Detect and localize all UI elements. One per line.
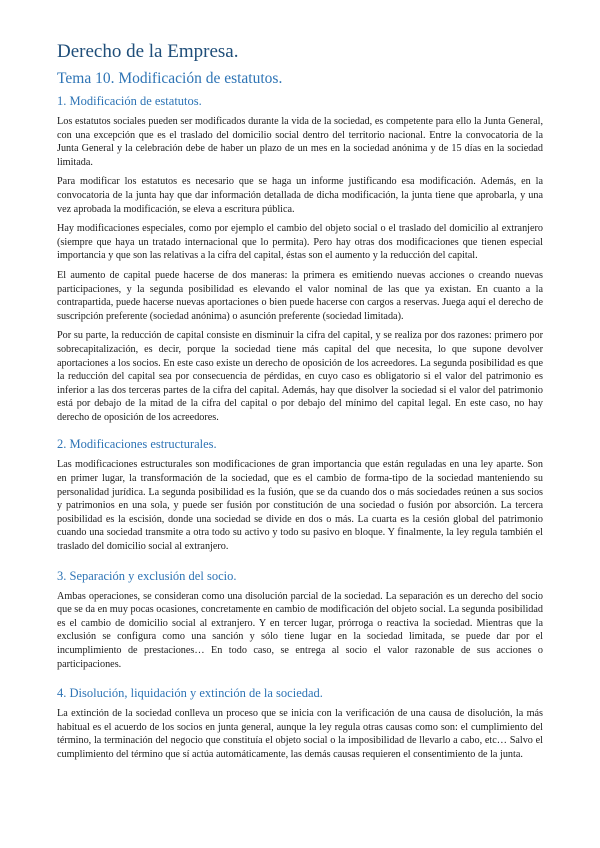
section-modificacion-estatutos	[57, 93, 543, 424]
document-page	[57, 40, 543, 776]
section-disolucion-liquidacion	[57, 685, 543, 761]
paragraph: El aumento de capital puede hacerse de dos maneras: la primera es emitiendo nuevas acciones o creando nuevas participaciones, y la segunda posibilidad es elevando el valor nominal de las que ya existan. En cuanto a la contrapartida, puede hacerse nuevas aportaciones o bien puede hacerse con cargos a reservas. Juega aquí el derecho de suscripción preferente (sociedad anónima) o asunción preferente (sociedad limitada).	[57, 269, 543, 322]
paragraph: Las modificaciones estructurales son modificaciones de gran importancia que están reguladas en una ley aparte. Son en primer lugar, la transformación de la sociedad, que es el cambio de forma-tipo de la sociedad manteniendo su personalidad jurídica. La segunda posibilidad es la fusión, que se da cuando dos o más sociedades reúnen a sus socios y patrimonios en una sola, y puede ser fusión por constitución de una sociedad o fusión por absorción. La tercera posibilidad es la escisión, donde una sociedad se divide en dos o más. La cuarta es la cesión global del patrimonio cuando una sociedad transmite a otra todo su activo y todo su pasivo en bloque. Y finalmente, la ley regula también el traslado del domicilio social al extranjero.	[57, 459, 543, 553]
paragraph: La extinción de la sociedad conlleva un proceso que se inicia con la verificación de una causa de disolución, la más habitual es el acuerdo de los socios en junta general, aunque la ley regula otras causas como son: el cumplimiento del término, la terminación del negocio que constituía el objeto social o la imposibilidad de llevarlo a cabo, etc… Salvo el cumplimiento del término que sí actúa automáticamente, las demás causas requieren el consentimiento de la junta.	[57, 708, 543, 760]
topic-title: Tema 10. Modificación de estatutos.	[57, 70, 283, 87]
section-heading: 3. Separación y exclusión del socio.	[57, 568, 237, 583]
paragraph: Por su parte, la reducción de capital consiste en disminuir la cifra del capital, y se realiza por dos razones: primero por sobrecapitalización, es decir, porque la sociedad tiene más capital del que necesita, lo que supone devolver aportaciones a los socios. En este caso existe un derecho de oposición de los acreedores. La segunda posibilidad es que la reducción del capital sea por consecuencia de pérdidas, en cuyo caso es obligatorio si el valor del patrimonio es inferior a las dos terceras partes de la cifra del capital. Además, hay que disolver la sociedad si el valor del patrimonio está por debajo de la mitad de la cifra del capital o por debajo del mínimo del capital legal. En este caso, no hay derecho de oposición de los acreedores.	[57, 330, 543, 423]
section-heading: 1. Modificación de estatutos.	[57, 94, 202, 108]
paragraph: Para modificar los estatutos es necesario que se haga un informe justificando esa modificación. Además, en la convocatoria de la junta hay que dar información detallada de dicha modificación, la junta tiene que aprobarla, y una vez aprobada la modificación, se eleva a escritura pública.	[57, 176, 543, 215]
document-title: Derecho de la Empresa.	[57, 41, 239, 62]
section-heading: 4. Disolución, liquidación y extinción de la sociedad.	[57, 686, 323, 701]
section-modificaciones-estructurales	[57, 436, 543, 553]
paragraph: Los estatutos sociales pueden ser modificados durante la vida de la sociedad, es competente para ello la Junta General, con una excepción que es el traslado del domicilio social dentro del territorio nacional. Entre la convocatoria de la Junta General y la celebración debe de haber un plazo de un mes en la sociedad anónima y de 15 días en la sociedad limitada.	[57, 116, 543, 168]
paragraph: Hay modificaciones especiales, como por ejemplo el cambio del objeto social o el traslado del domicilio al extranjero (siempre que haya un tratado internacional que lo permita). Pero hay otras dos modificaciones que tienen especial importancia y que son las relativas a la cifra del capital, éstas son el aumento y la reducción del capital.	[57, 223, 543, 262]
section-heading: 2. Modificaciones estructurales.	[57, 437, 217, 452]
paragraph: Ambas operaciones, se consideran como una disolución parcial de la sociedad. La separación es un derecho del socio que se da en muy pocas ocasiones, concretamente en cambio de modificación del objeto social. La segunda posibilidad es el cambio de domicilio social al extranjero. Y en tercer lugar, prórroga o reactiva la sociedad. Mientras que la exclusión se configura como una sanción y sólo tiene lugar en la sociedad limitada, se puede dar por el incumplimiento de prestaciones… En todo caso, se entrega al socio el valor razonable de sus acciones o participaciones.	[57, 590, 543, 670]
section-separacion-exclusion	[57, 568, 543, 672]
